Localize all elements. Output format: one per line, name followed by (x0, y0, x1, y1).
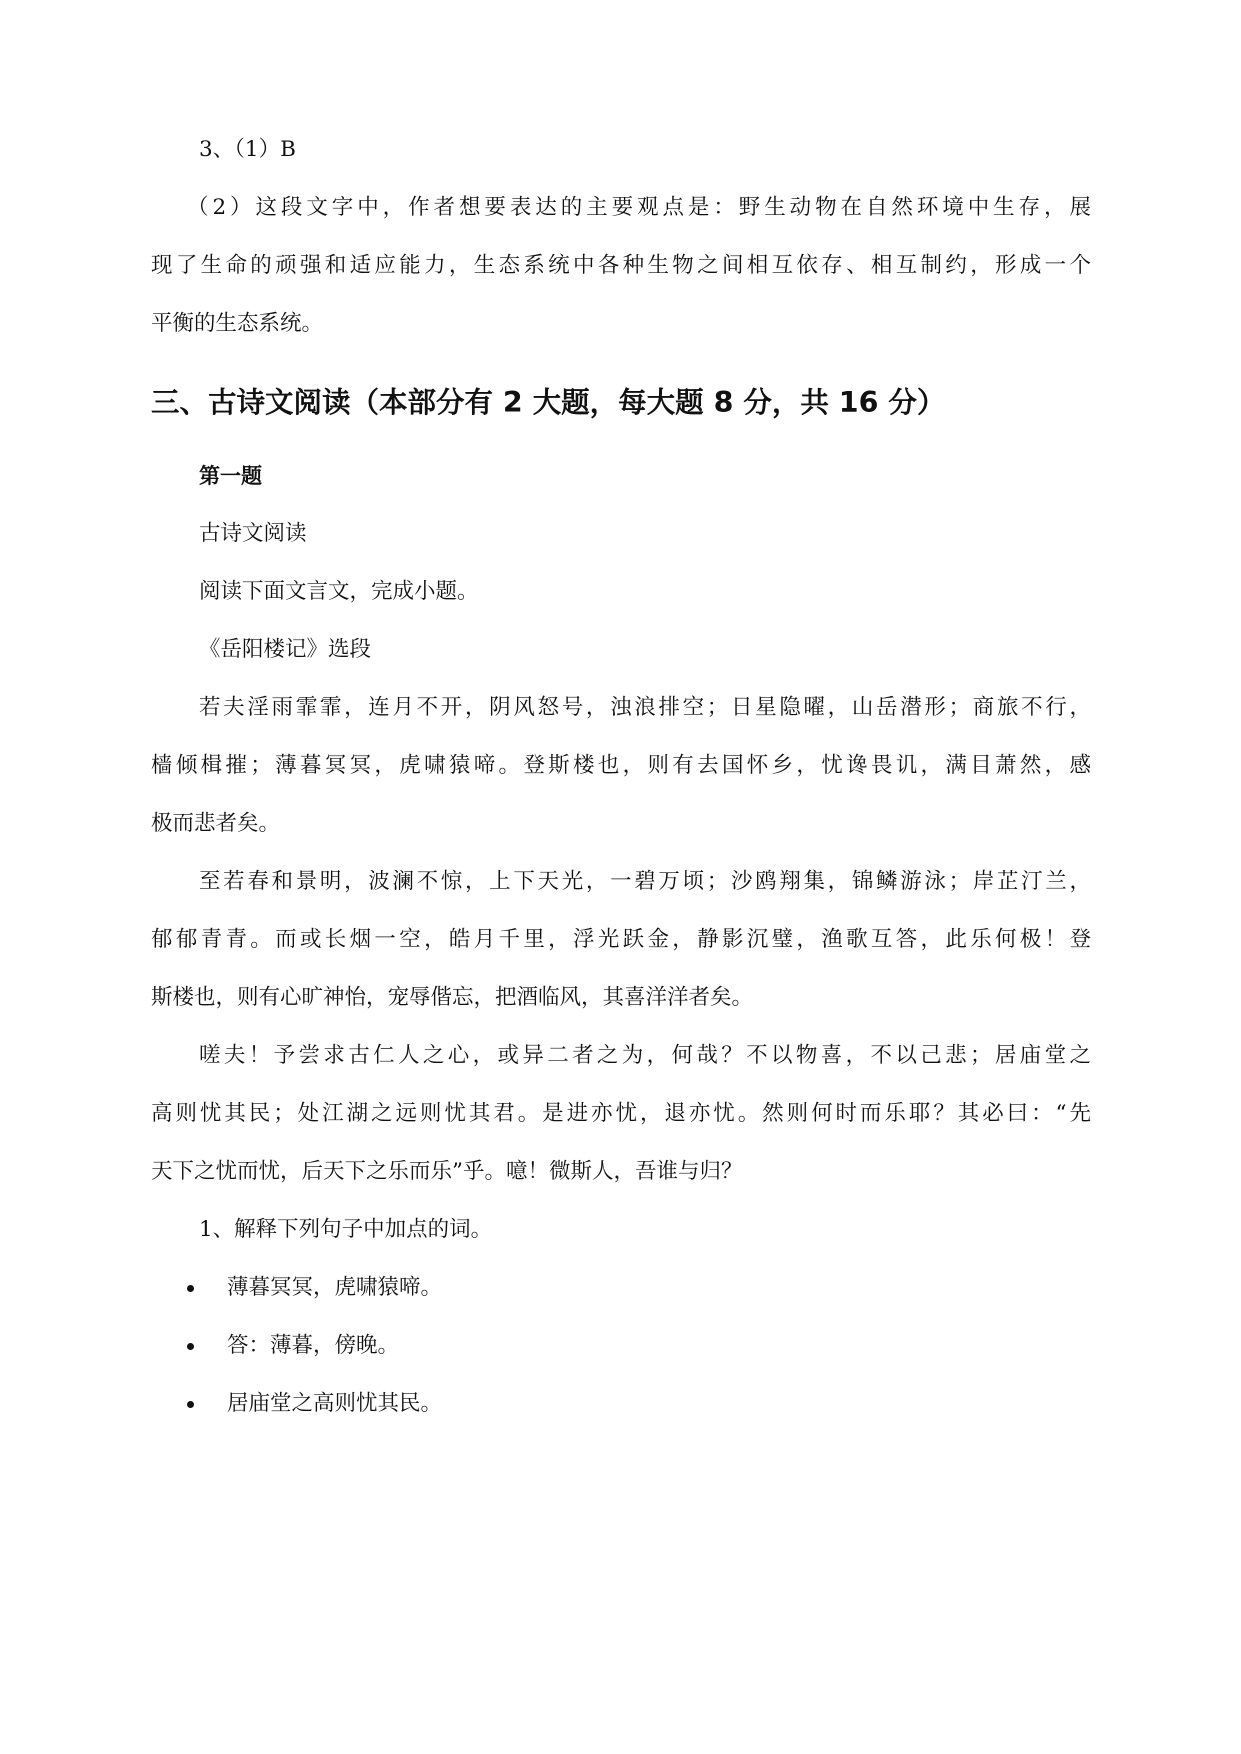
passage-p3-line-1: 嗟夫！予尝求古仁人之心，或异二者之为，何哉？不以物喜，不以己悲；居庙堂之 (199, 1043, 1091, 1068)
passage-p2-line-2: 郁郁青青。而或长烟一空，皓月千里，浮光跃金，静影沉璧，渔歌互答，此乐何极！登 (151, 927, 1091, 952)
bullet-dot-icon (187, 1401, 194, 1408)
section-heading: 三、古诗文阅读（本部分有 2 大题，每大题 8 分，共 16 分） (151, 386, 946, 419)
q3-part2-line-2: 现了生命的顽强和适应能力，生态系统中各种生物之间相互依存、相互制约，形成一个 (151, 253, 1091, 278)
sub-question-1: 1、解释下列句子中加点的词。 (199, 1217, 493, 1242)
bullet-text: 薄暮冥冥，虎啸猿啼。 (227, 1275, 443, 1300)
passage-p1-line-3: 极而悲者矣。 (151, 811, 281, 836)
passage-p3-line-3: 天下之忧而忧，后天下之乐而乐”乎。噫！微斯人，吾谁与归？ (151, 1159, 743, 1184)
passage-p1-line-2: 樯倾楫摧；薄暮冥冥，虎啸猿啼。登斯楼也，则有去国怀乡，忧谗畏讥，满目萧然，感 (151, 753, 1091, 778)
passage-p1-line-1: 若夫淫雨霏霏，连月不开，阴风怒号，浊浪排空；日星隐曜，山岳潜形；商旅不行， (199, 695, 1091, 720)
q3-part2-line-1: （2）这段文字中，作者想要表达的主要观点是：野生动物在自然环境中生存，展 (187, 195, 1091, 220)
question-1-label: 第一题 (199, 464, 262, 488)
bullet-dot-icon (187, 1285, 194, 1292)
q3-part2-line-3: 平衡的生态系统。 (151, 311, 324, 336)
passage-p2-line-1: 至若春和景明，波澜不惊，上下天光，一碧万顷；沙鸥翔集，锦鳞游泳；岸芷汀兰， (199, 869, 1091, 894)
passage-p2-line-3: 斯楼也，则有心旷神怡，宠辱偕忘，把酒临风，其喜洋洋者矣。 (151, 985, 754, 1010)
bullet-text: 答：薄暮，傍晚。 (227, 1333, 400, 1358)
topic-label: 古诗文阅读 (199, 521, 307, 546)
instruction-text: 阅读下面文言文，完成小题。 (199, 579, 479, 604)
passage-p3-line-2: 高则忧其民；处江湖之远则忧其君。是进亦忧，退亦忧。然则何时而乐耶？其必曰：“先 (151, 1101, 1091, 1126)
bullet-dot-icon (187, 1343, 194, 1350)
q3-part1: 3、（1）B (199, 137, 296, 162)
bullet-text: 居庙堂之高则忧其民。 (227, 1391, 443, 1416)
source-title: 《岳阳楼记》选段 (199, 637, 372, 662)
